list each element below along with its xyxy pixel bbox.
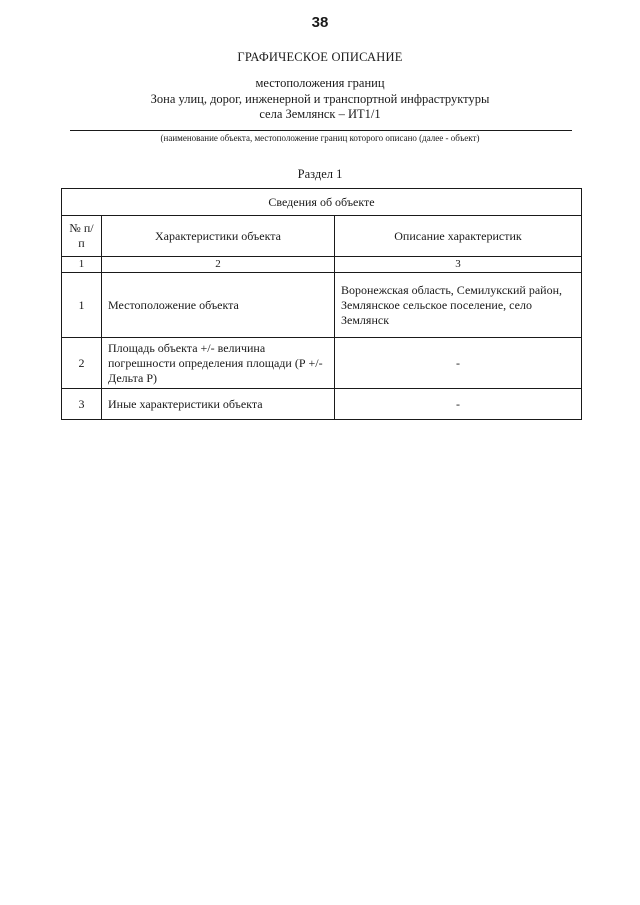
table-header-row (62, 189, 582, 216)
underline-divider (70, 130, 572, 131)
table-header: Сведения об объекте (62, 189, 582, 216)
row-characteristic: Иные характеристики объекта (102, 389, 335, 420)
object-subtitle (0, 76, 640, 123)
column-numbers-row (62, 257, 582, 273)
column-headers-row (62, 216, 582, 257)
row-description: Воронежская область, Семилукский район, Землянское сельское поселение, село Землянск (335, 273, 582, 338)
row-number: 1 (62, 273, 102, 338)
subtitle-line: местоположения границ (255, 76, 385, 90)
row-description: - (335, 389, 582, 420)
table-row (62, 273, 582, 338)
subtitle-line: Зона улиц, дорог, инженерной и транспортной инфраструктуры (150, 91, 490, 106)
table-row (62, 389, 582, 420)
column-number: 1 (62, 257, 102, 273)
row-number: 2 (62, 338, 102, 389)
column-header-number: № п/п (62, 216, 102, 257)
table-row (62, 338, 582, 389)
object-caption: (наименование объекта, местоположение границ которого описано (далее - объект) (160, 133, 480, 143)
row-characteristic: Местоположение объекта (102, 273, 335, 338)
page-number: 38 (311, 14, 329, 31)
row-characteristic: Площадь объекта +/- величина погрешности определения площади (Р +/- Дельта Р) (102, 338, 335, 389)
row-number: 3 (62, 389, 102, 420)
section-label: Раздел 1 (297, 167, 343, 181)
row-description: - (335, 338, 582, 389)
subtitle-line: села Землянск – ИТ1/1 (259, 107, 381, 121)
column-header-characteristic: Характеристики объекта (102, 216, 335, 257)
document-title: ГРАФИЧЕСКОЕ ОПИСАНИЕ (237, 50, 403, 64)
column-number: 3 (335, 257, 582, 273)
object-info-table (61, 188, 582, 420)
column-header-description: Описание характеристик (335, 216, 582, 257)
column-number: 2 (102, 257, 335, 273)
